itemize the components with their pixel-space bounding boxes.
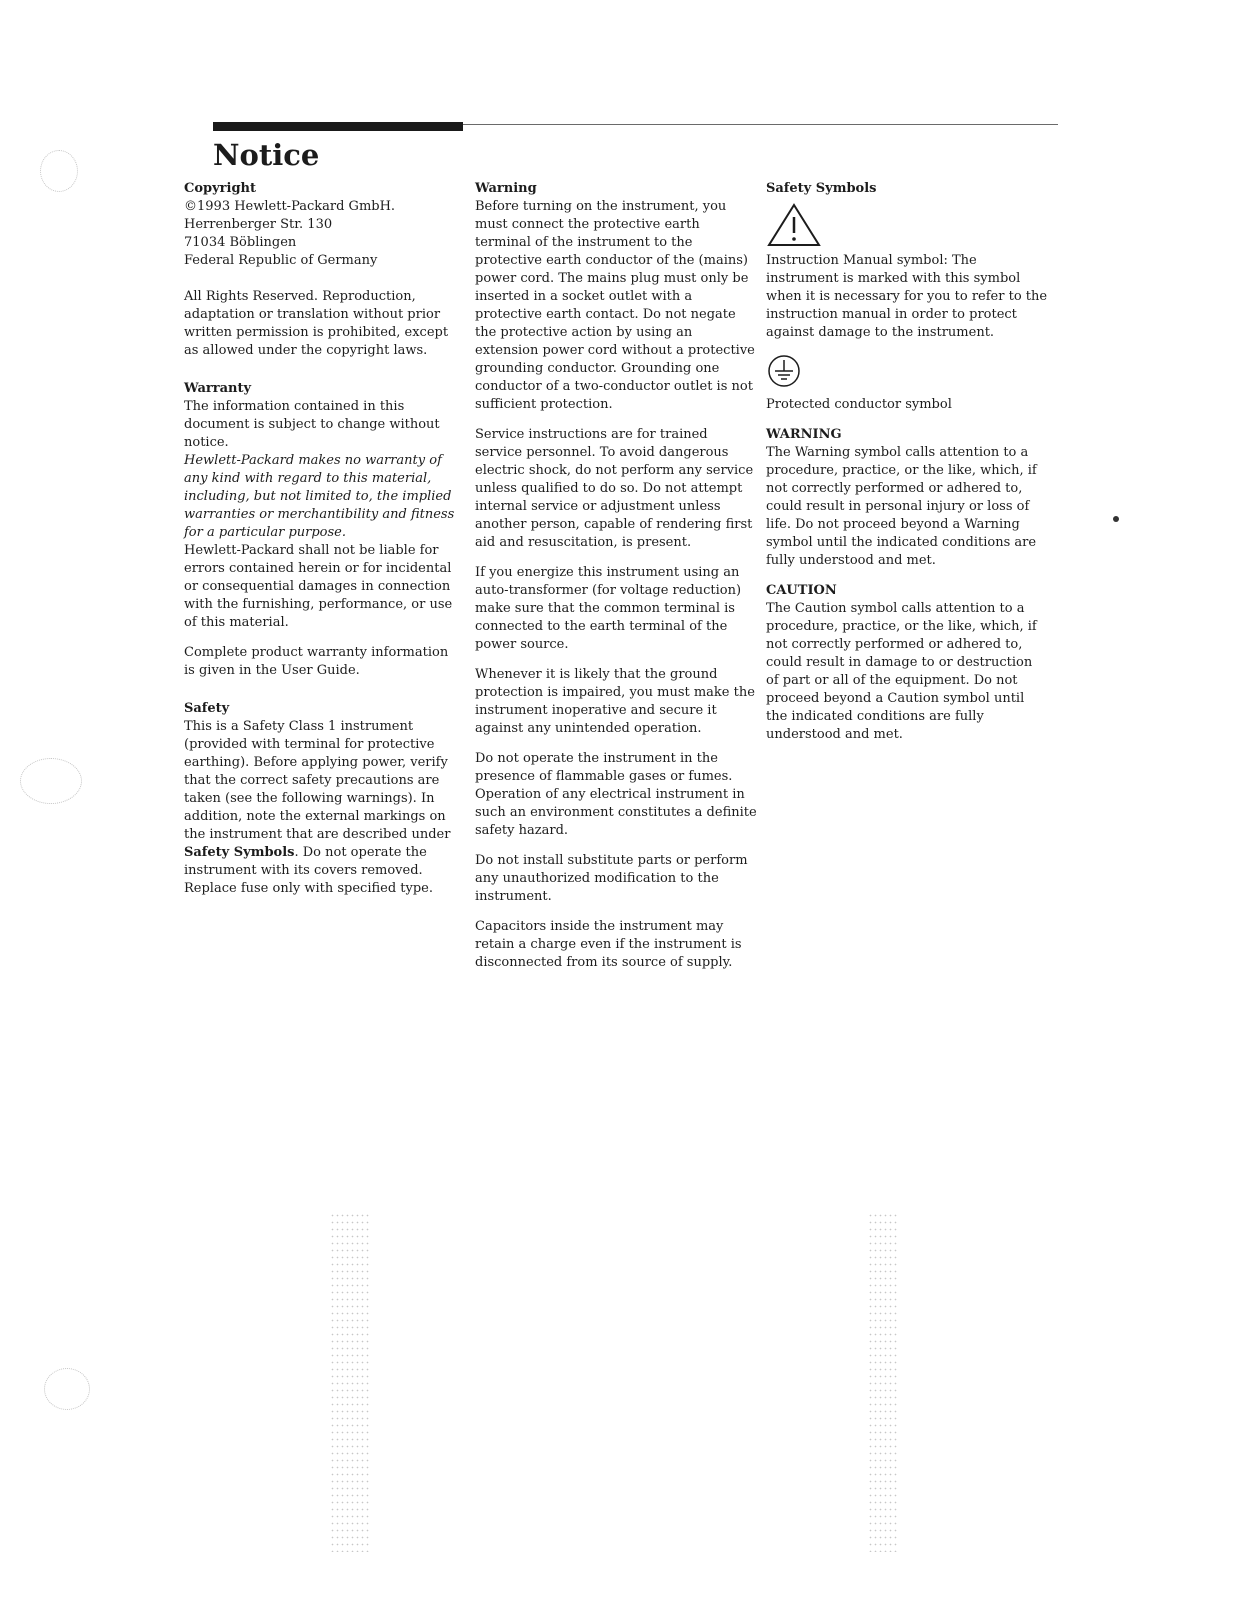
scan-specks: [868, 1212, 898, 1552]
copyright-heading: Copyright: [184, 181, 256, 196]
page-title: Notice: [213, 138, 320, 172]
warning-paragraph: Service instructions are for trained service personnel. To avoid dangerous electric shock, do not perform any service unless qualified to do so. Do not attempt internal service or adjustment unless another person, capable of rendering first aid and resuscitation, is present.: [475, 427, 754, 550]
rights-text: All Rights Reserved. Reproduction, adaptation or translation without prior written permission is prohibited, except as allowed under the copyright laws.: [184, 289, 449, 358]
symbols-heading: Safety Symbols: [766, 181, 877, 196]
caution-symbol-text: The Caution symbol calls attention to a procedure, practice, or the like, which, if not correctly performed or adhered to, could result in damage to or destruction of part or all of the equipment. Do not proceed beyond a Caution symbol until the indicated conditions are fully understood and met.: [766, 601, 1037, 742]
warranty-intro: The information contained in this document is subject to change without notice.: [184, 399, 440, 450]
warning-symbol-heading: WARNING: [766, 427, 842, 442]
caution-symbol-heading: CAUTION: [766, 583, 837, 598]
column-left: [184, 180, 460, 918]
address-street: Herrenberger Str. 130: [184, 217, 333, 232]
safety-section: [184, 700, 460, 898]
header-rule-thin: [463, 124, 1058, 125]
warranty-complete: Complete product warranty information is given in the User Guide.: [184, 645, 449, 678]
warning-paragraph: Capacitors inside the instrument may retain a charge even if the instrument is disconnected from its source of supply.: [475, 919, 742, 970]
safety-heading: Safety: [184, 701, 230, 716]
warning-symbol-text: The Warning symbol calls attention to a procedure, practice, or the like, which, if not correctly performed or adhered to, could result in personal injury or loss of life. Do not proceed beyond a Warning symbol until the indicated conditions are fully understood and met.: [766, 445, 1037, 568]
warning-paragraph: Whenever it is likely that the ground protection is impaired, you must make the instrument inoperative and secure it against any unintended operation.: [475, 667, 755, 736]
scan-specks: [330, 1212, 370, 1552]
warranty-heading: Warranty: [184, 381, 252, 396]
column-middle: [475, 180, 757, 984]
safety-text-after: . Do not operate the instrument with its covers removed. Replace fuse only with specified type.: [184, 845, 434, 896]
warranty-section: [184, 380, 460, 680]
warning-paragraph: Do not operate the instrument in the presence of flammable gases or fumes. Operation of any electrical instrument in such an environment constitutes a definite safety hazard.: [475, 751, 757, 838]
safety-text-before: This is a Safety Class 1 instrument (provided with terminal for protective earthing). Before applying power, verify that the correct safety precautions are taken (see the following warnings). In addition, note the external markings on the instrument that are described under: [184, 719, 451, 842]
warranty-disclaimer: Hewlett-Packard makes no warranty of any kind with regard to this material, including, but not limited to, the implied warranties or merchantibility and fitness for a particular purpose.: [184, 453, 455, 540]
safety-symbols-ref: Safety Symbols: [184, 845, 295, 860]
warranty-liability: Hewlett-Packard shall not be liable for errors contained herein or for incidental or consequential damages in connection with the furnishing, performance, or use of this material.: [184, 543, 453, 630]
scan-smudge: [44, 1368, 90, 1410]
scan-smudge: [40, 150, 78, 192]
warning-heading: Warning: [475, 181, 537, 196]
scan-smudge: [20, 758, 82, 804]
header-rule-thick: [213, 122, 463, 131]
protective-earth-icon: [766, 354, 802, 388]
column-right: [766, 180, 1048, 756]
scan-dot: [1113, 516, 1119, 522]
warning-paragraph: Before turning on the instrument, you must connect the protective earth terminal of the instrument to the protective earth conductor of the (mains) power cord. The mains plug must only be inserted in a socket outlet with a protective earth contact. Do not negate the protective action by using an extension power cord without a protective grounding conductor. Grounding one conductor of a two-conductor outlet is not sufficient protection.: [475, 199, 755, 412]
address-country: Federal Republic of Germany: [184, 253, 378, 268]
warning-paragraph: If you energize this instrument using an auto-transformer (for voltage reduction) make sure that the common terminal is connected to the earth terminal of the power source.: [475, 565, 742, 652]
warning-paragraph: Do not install substitute parts or perform any unauthorized modification to the instrument.: [475, 853, 748, 904]
address-city: 71034 Böblingen: [184, 235, 297, 250]
earth-symbol-text: Protected conductor symbol: [766, 397, 952, 412]
manual-symbol-text: Instruction Manual symbol: The instrument is marked with this symbol when it is necessary for you to refer to the instruction manual in order to protect against damage to the instrument.: [766, 253, 1048, 340]
warning-triangle-icon: [766, 202, 822, 248]
copyright-line: ©1993 Hewlett-Packard GmbH.: [184, 199, 396, 214]
copyright-section: [184, 180, 460, 360]
safety-text: [184, 718, 460, 898]
